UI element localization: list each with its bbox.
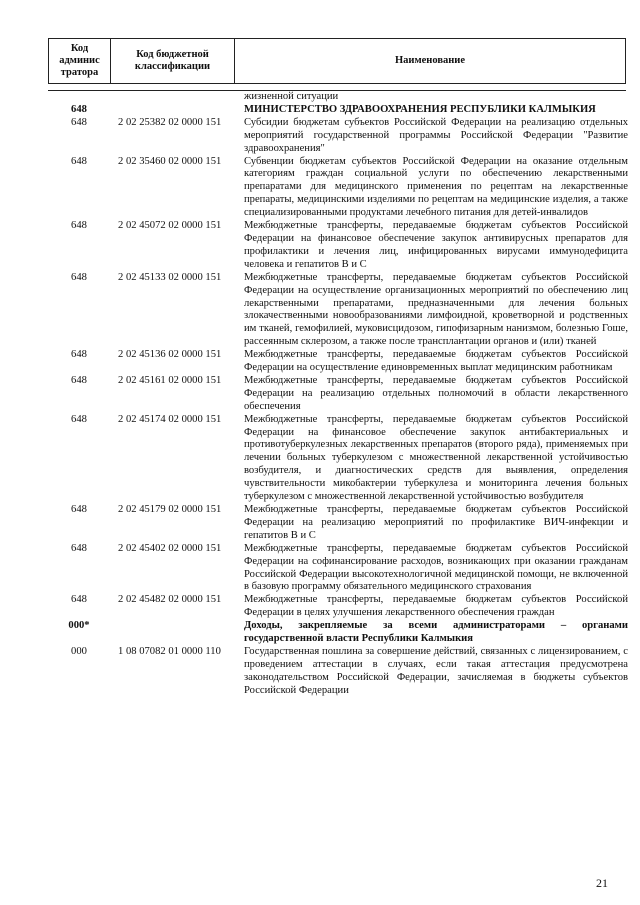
budget-code-cell: 2 02 45482 02 0000 151 bbox=[118, 594, 222, 606]
name-cell: Доходы, закрепляемые за всеми администраторами – органами государственной власти Республики Калмыкия bbox=[244, 620, 628, 645]
table-row bbox=[48, 117, 628, 156]
admin-code-cell: 000 bbox=[71, 645, 87, 657]
table-body bbox=[48, 91, 628, 698]
admin-code-cell: 648 bbox=[71, 504, 87, 515]
table-row bbox=[48, 220, 628, 272]
table-row bbox=[48, 543, 628, 595]
header-admin-code: Код админис тратора bbox=[49, 39, 111, 83]
budget-code-cell: 2 02 45072 02 0000 151 bbox=[118, 220, 222, 232]
name-cell: Межбюджетные трансферты, передаваемые бюджетам субъектов Российской Федерации на реализацию отдельных полномочий в области лекарственного обеспечения bbox=[244, 374, 628, 412]
name-cell: МИНИСТЕРСТВО ЗДРАВООХРАНЕНИЯ РЕСПУБЛИКИ КАЛМЫКИЯ bbox=[244, 103, 596, 115]
table-header bbox=[48, 38, 626, 84]
table-row bbox=[48, 104, 628, 117]
name-cell: Межбюджетные трансферты, передаваемые бюджетам субъектов Российской Федерации на финансовое обеспечение закупок антибактериальных и противотуберкулезных лекарственных препаратов (второго ряда), применяемых при лечении больных туберкулезом с множественной лекарственной устойчивостью возбудителя, и диагностических средств для выявления, определения чувствительности микобактерии туберкулеза и мониторинга лечения больных туберкулезом с множественной лекарственной устойчивостью возбудителя bbox=[244, 413, 628, 503]
name-cell: Субвенции бюджетам субъектов Российской Федерации на оказание отдельным категориям граждан социальной услуги по обеспечению лекарственными препаратами для медицинского применения по рецептам на лекарственные препараты, медицинскими изделиями по рецептам на медицинские изделия, а также специализированными продуктами лечебного питания для детей-инвалидов bbox=[244, 155, 628, 219]
header-name: Наименование bbox=[395, 55, 465, 66]
name-cell: Межбюджетные трансферты, передаваемые бюджетам субъектов Российской Федерации в целях улучшения лекарственного обеспечения граждан bbox=[244, 594, 628, 619]
table-row bbox=[48, 349, 628, 375]
admin-code-cell: 648 bbox=[71, 220, 87, 232]
budget-code-cell: 2 02 45179 02 0000 151 bbox=[118, 504, 222, 515]
budget-code-cell bbox=[110, 104, 240, 117]
table-row bbox=[48, 375, 628, 414]
budget-code-cell bbox=[110, 620, 240, 646]
table-row bbox=[48, 620, 628, 646]
budget-code-cell: 2 02 25382 02 0000 151 bbox=[118, 116, 222, 128]
budget-code-cell: 2 02 45402 02 0000 151 bbox=[118, 542, 222, 554]
budget-code-cell: 2 02 45174 02 0000 151 bbox=[118, 413, 222, 425]
table-row bbox=[48, 414, 628, 504]
budget-code-cell: 2 02 45133 02 0000 151 bbox=[118, 271, 222, 283]
name-cell: Межбюджетные трансферты, передаваемые бюджетам субъектов Российской Федерации на финансовое обеспечение закупок антивирусных препаратов для профилактики и лечения лиц, инфицированных вирусами иммунодефицита человека и гепатитов В и С bbox=[244, 220, 628, 270]
admin-code-cell: 648 bbox=[71, 349, 87, 361]
name-cell: Межбюджетные трансферты, передаваемые бюджетам субъектов Российской Федерации на софинансирование расходов, возникающих при оказании гражданам Российской Федерации высокотехнологичной медицинской помощи, не включенной в базовую программу обязательного медицинского страхования bbox=[244, 542, 628, 593]
budget-code-cell: 2 02 35460 02 0000 151 bbox=[118, 155, 222, 167]
header-budget-code: Код бюджетной классификации bbox=[111, 39, 235, 83]
admin-code-cell: 648 bbox=[71, 116, 87, 128]
table-row bbox=[48, 504, 628, 543]
table-row bbox=[48, 156, 628, 221]
admin-code-cell: 648 bbox=[71, 413, 87, 425]
name-cell: Субсидии бюджетам субъектов Российской Федерации на реализацию отдельных мероприятий государственной программы Российской Федерации "Развитие здравоохранения" bbox=[244, 116, 628, 154]
name-cell: Межбюджетные трансферты, передаваемые бюджетам субъектов Российской Федерации на осуществление единовременных выплат медицинским работникам bbox=[244, 349, 628, 374]
name-cell: Межбюджетные трансферты, передаваемые бюджетам субъектов Российской Федерации на реализацию мероприятий по профилактике ВИЧ-инфекции и гепатитов В и С bbox=[244, 504, 628, 541]
admin-code-cell: 648 bbox=[71, 374, 87, 386]
admin-code-cell: 648 bbox=[71, 594, 87, 606]
admin-code-cell: 648 bbox=[71, 155, 87, 167]
table-row bbox=[48, 646, 628, 698]
table-row bbox=[48, 594, 628, 620]
budget-code-cell: 2 02 45161 02 0000 151 bbox=[118, 374, 222, 386]
table-row bbox=[48, 91, 628, 104]
budget-code-cell: 2 02 45136 02 0000 151 bbox=[118, 349, 222, 361]
admin-code-cell: 000* bbox=[68, 620, 90, 632]
page-number: 21 bbox=[596, 876, 608, 890]
admin-code-cell: 648 bbox=[71, 542, 87, 554]
budget-code-cell: 1 08 07082 01 0000 110 bbox=[118, 645, 221, 657]
name-cell: жизненной ситуации bbox=[244, 91, 339, 102]
name-cell: Межбюджетные трансферты, передаваемые бюджетам субъектов Российской Федерации на осуществление организационных мероприятий по обеспечению лиц лекарственными препаратами, предназначенными для лечения больных злокачественными новообразованиями лимфоидной, кроветворной и родственных им тканей, гемофилией, муковисцидозом, гипофизарным нанизмом, болезнью Гоше, рассеянным склерозом, а также после трансплантации органов и (или) тканей bbox=[244, 271, 628, 348]
admin-code-cell: 648 bbox=[71, 271, 87, 283]
admin-code-cell: 648 bbox=[71, 103, 87, 115]
table-row bbox=[48, 272, 628, 349]
name-cell: Государственная пошлина за совершение действий, связанных с лицензированием, с проведением аттестации в случаях, если такая аттестация предусмотрена законодательством Российской Федерации, зачисляемая в бюджеты субъектов Российской Федерации bbox=[244, 645, 628, 696]
budget-code-cell bbox=[110, 91, 240, 104]
admin-code-cell bbox=[48, 91, 110, 104]
